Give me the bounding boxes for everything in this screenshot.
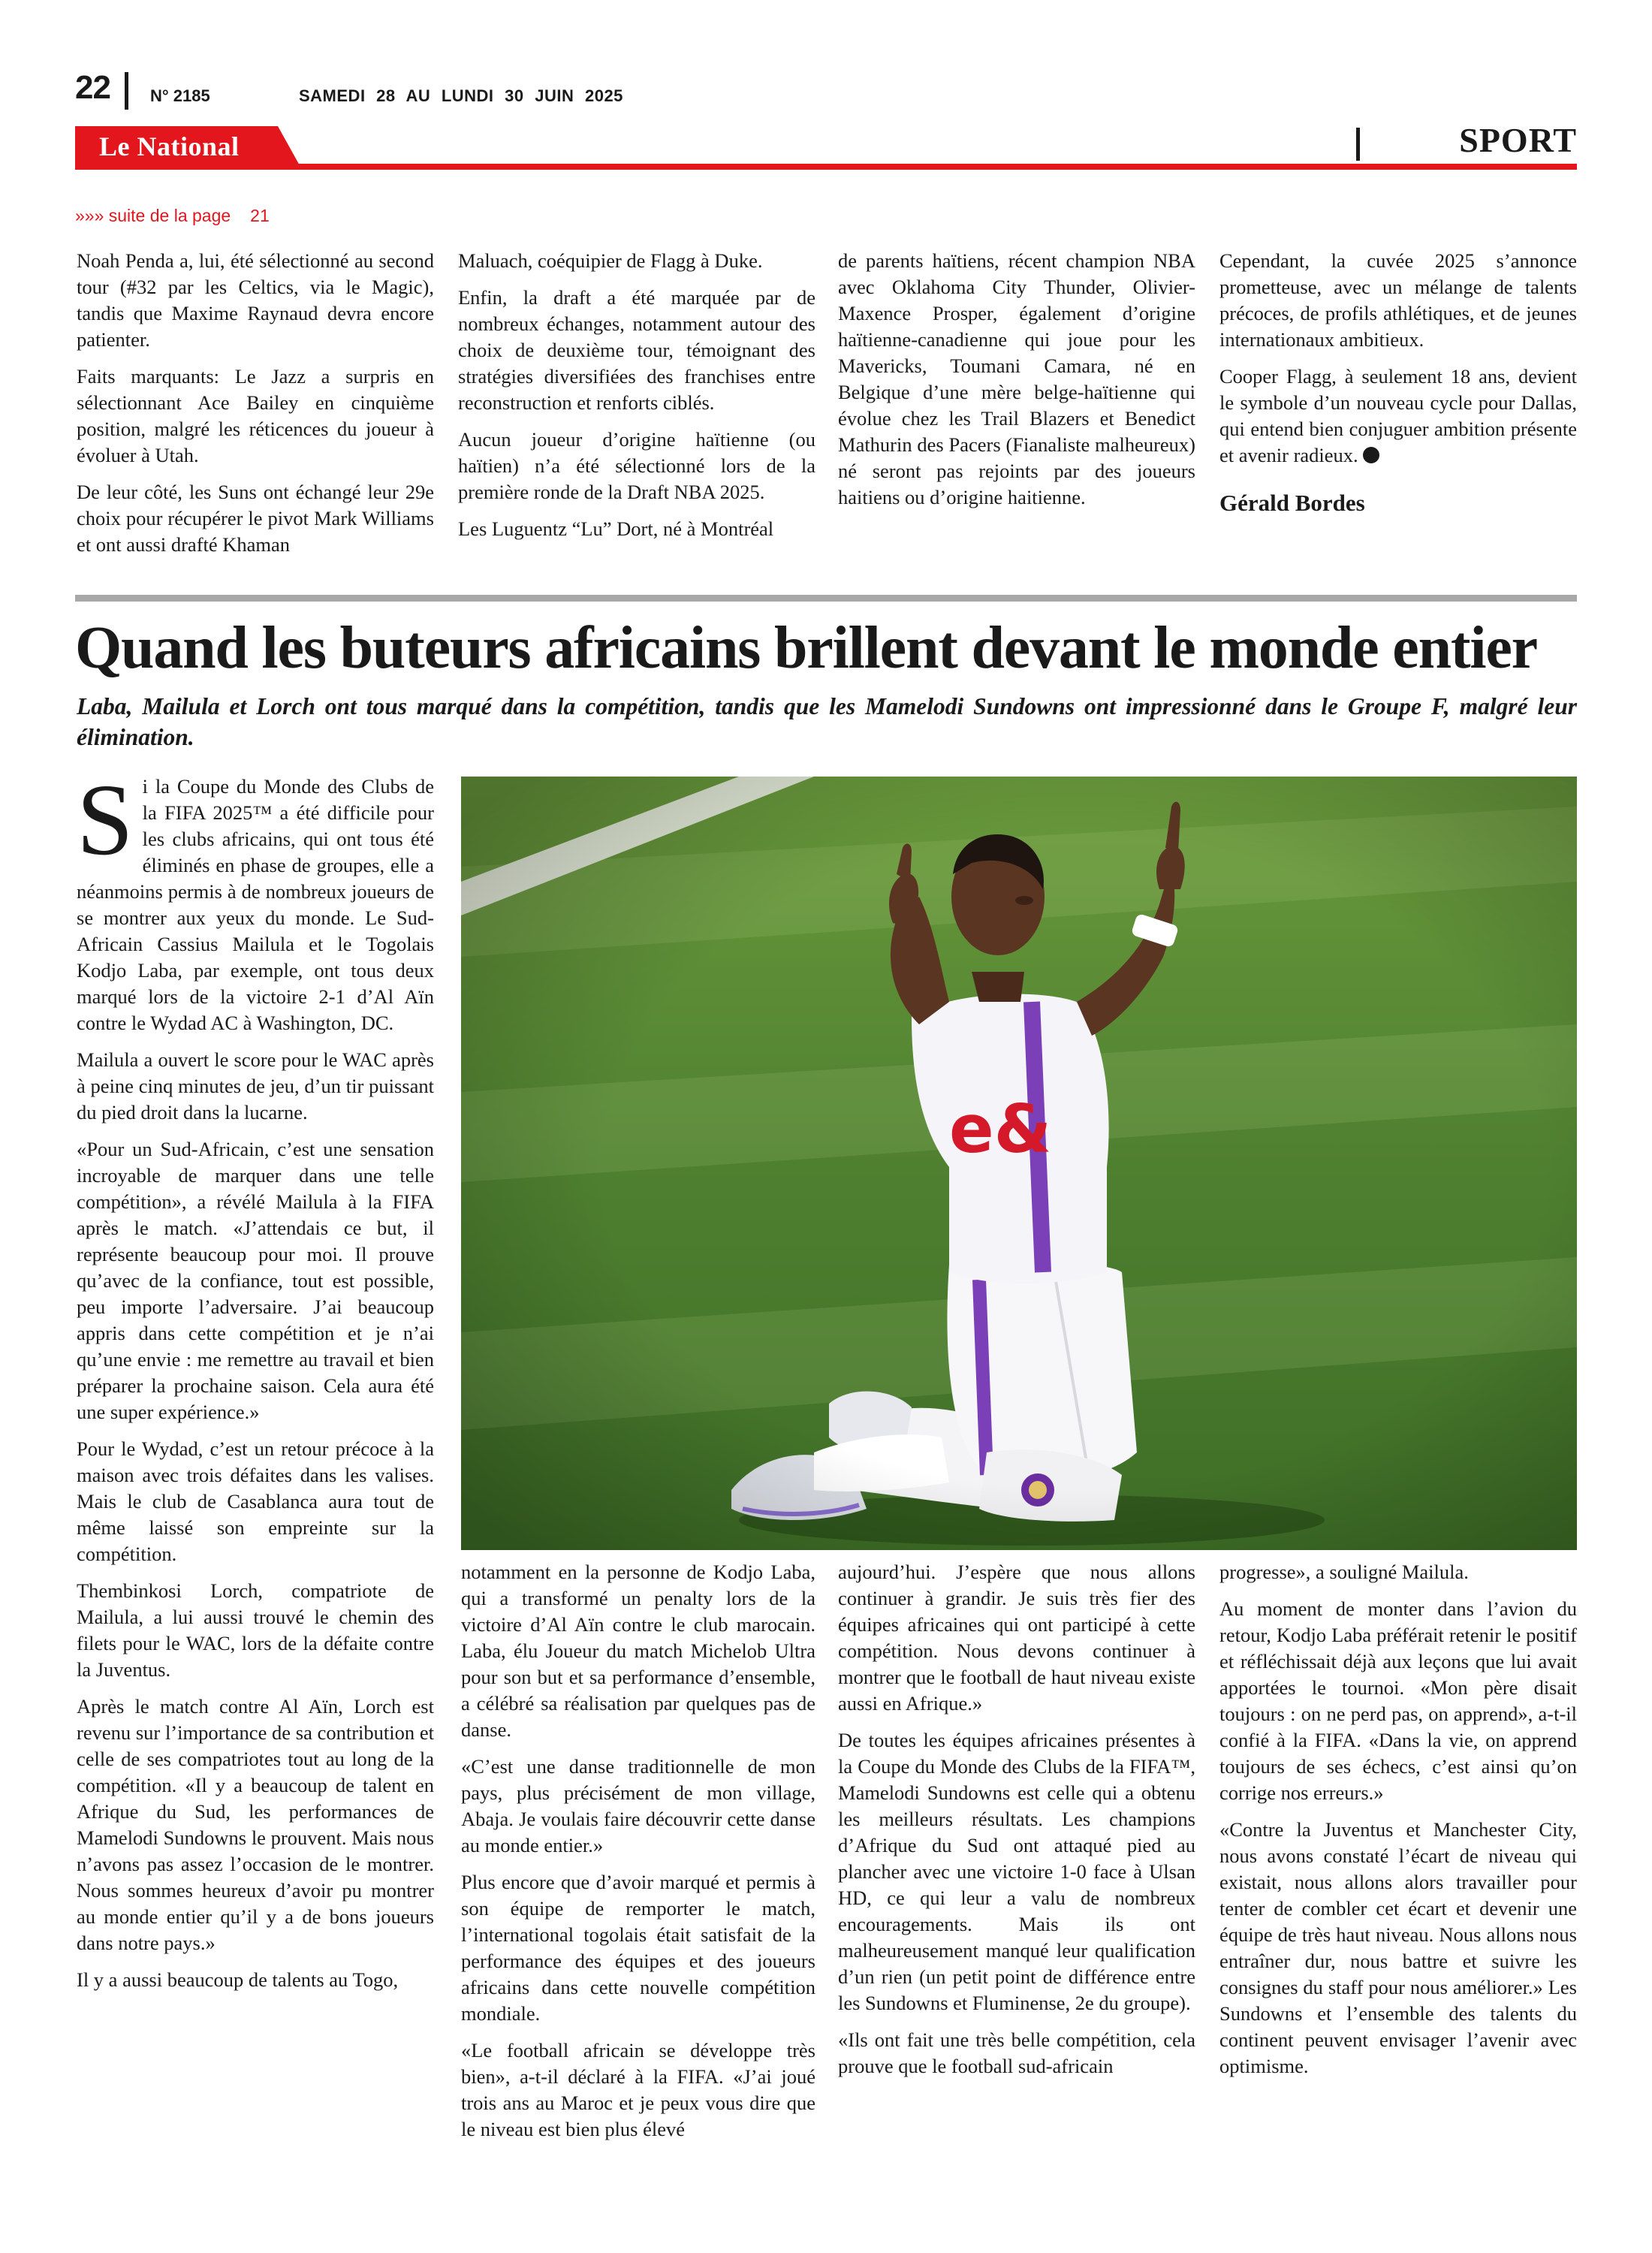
paragraph: progresse», a souligné Mailula. [1219,1561,1469,1583]
paragraph: De leur côté, les Suns ont échangé leur 29e choix pour récupérer le pivot Mark Williams et ont aussi drafté Khaman [77,481,434,556]
article-headline: Quand les buteurs africains brillent devant le monde entier [75,615,1537,681]
paragraph: Cependant, la cuvée 2025 s’annonce prometteuse, avec un mélange de talents précoces, de profils athlétiques, et de jeunes internationaux ambitieux. [1219,249,1577,351]
paragraph-text: Cooper Flagg, à seulement 18 ans, devient le symbole d’un nouveau cycle pour Dallas, qui entend bien conjuguer ambition présente et avenir radieux. [1219,365,1577,466]
brand-logo: Le National [99,131,240,161]
paragraph [77,764,434,1036]
paragraph: Noah Penda a, lui, été sélectionné au second tour (#32 par les Celtics, via le Magic), tandis que Maxime Raynaud devra encore patienter. [77,249,434,351]
continuation-page: 21 [250,206,270,225]
header-red-rule [75,164,1577,170]
article-separator [75,595,1577,602]
paragraph: notamment en la personne de Kodjo Laba, qui a transformé un penalty lors de la victoire d’Al Aïn contre le club marocain. Laba, élu Joueur du match Michelob Ultra pour son but et sa performance d’ensemble, a célébré sa réalisation par quelques pas de danse. [461,1561,815,1741]
header-divider [125,72,128,110]
paragraph: de parents haïtiens, récent champion NBA avec Oklahoma City Thunder, Olivier-Maxence Prosper, également d’origine haïtienne-canadienne qui joue pour les Mavericks, Toumani Camara, né en Belgique d’une mère belge-haïtienne qui évolue chez les Trail Blazers et Benedict Mathurin des Pacers (Fianaliste malheureux) né seront pas rejoints par des joueurs haitiens ou d’origine haitienne. [838,249,1195,508]
paragraph [1219,363,1577,469]
issue-number: N° 2185 [150,86,210,105]
paragraph: Les Luguentz “Lu” Dort, né à Montréal [458,517,774,540]
paragraph: Maluach, coéquipier de Flagg à Duke. [458,249,763,272]
paragraph: «Contre la Juventus et Manchester City, nous avons constaté l’écart de niveau qui existait, nous allons alors travailler pour tenter de combler cet écart et devenir une équipe de très haut niveau. Nous allons nous entraîner dur, nous battre et suivre les consignes du staff pour nous améliorer.» Les Sundowns et l’ensemble des talents du continent peuvent envisager l’avenir avec optimisme. [1219,1818,1577,2077]
issue-date: SAMEDI 28 AU LUNDI 30 JUIN 2025 [299,86,623,105]
paragraph: Faits marquants: Le Jazz a surpris en sélectionnant Ace Bailey en cinquième position, malgré les réticences du joueur à évoluer à Utah. [77,365,434,466]
paragraph: «Ils ont fait une très belle compétition, cela prouve que le football sud-africain [838,2028,1195,2077]
article-column-4 [1219,1559,1577,2090]
section-title: SPORT [1459,121,1577,159]
paragraph: Il y a aussi beaucoup de talents au Togo, [77,1968,399,1991]
paragraph: «Pour un Sud-Africain, c’est une sensation incroyable de marquer dans une telle compétition», a révélé Mailula à la FIFA après le match. «J’attendais ce but, il représente beaucoup pour moi. Il prouve qu’avec de la confiance, tout est possible, peu importe l’adversaire. J’ai beaucoup appris dans cette compétition et je n’ai qu’une envie : me remettre au travail et bien préparer la prochaine saison. Cela aura été une super expérience.» [77,1138,434,1423]
prev-article-column-1 [77,248,434,569]
paragraph: «C’est une danse traditionnelle de mon pays, plus précisément de mon village, Abaja. Je voulais faire découvrir cette danse au monde entier.» [461,1755,815,1856]
prev-article-column-2 [458,248,815,553]
prev-article-column-3 [838,248,1195,521]
drop-cap: S [77,764,134,876]
article-column-3 [838,1559,1195,2090]
paragraph: aujourd’hui. J’espère que nous allons continuer à grandir. Je suis très fier des équipes africaines qui ont participé à cette compétition. Nous devons continuer à montrer que le football de haut niveau existe aussi en Afrique.» [838,1561,1195,1715]
paragraph: Mailula a ouvert le score pour le WAC après à peine cinq minutes de jeu, d’un tir puissant du pied droit dans la lucarne. [77,1048,434,1123]
page-number: 22 [75,69,110,106]
paragraph: Thembinkosi Lorch, compatriote de Mailula, a lui aussi trouvé le chemin des filets pour le WAC, lors de la défaite contre la Juventus. [77,1579,434,1681]
paragraph: Enfin, la draft a été marquée par de nombreux échanges, notamment autour des choix de deuxième tour, témoignant des stratégies diversifiées des franchises entre reconstruction et renforts ciblés. [458,286,815,414]
article-column-2 [461,1559,815,2153]
football-player-kneeling-photo [461,777,1577,1550]
paragraph: Après le match contre Al Aïn, Lorch est revenu sur l’importance de sa contribution et celle de ses compatriotes tout au long de la compétition. «Il y a beaucoup de talent en Afrique du Sud, les performances de Mamelodi Sundowns le prouvent. Mais nous n’avons pas assez l’occasion de le montrer. Nous sommes heureux d’avoir pu montrer au monde entier qu’il y a de bons joueurs dans notre pays.» [77,1695,434,1954]
paragraph-text: i la Coupe du Monde des Clubs de la FIFA 2025™ a été difficile pour les clubs africains, qui ont tous été éliminés en phase de groupes, elle a néanmoins permis à de nombreux joueurs de se montrer aux yeux du monde. Le Sud-Africain Cassius Mailula et le Togolais Kodjo Laba, par exemple, ont tous deux marqué lors de la victoire 2-1 d’Al Aïn contre le Wydad AC à Washington, DC. [77,775,434,1034]
paragraph: «Le football africain se développe très bien», a-t-il déclaré à la FIFA. «J’ai joué trois ans au Maroc et je peux vous dire que le niveau est bien plus élevé [461,2039,815,2140]
end-of-article-icon [1363,447,1379,463]
section-divider [1356,128,1360,161]
continuation-note [75,206,270,226]
prev-article-column-4 [1219,248,1577,526]
article-column-1 [77,764,434,2004]
paragraph: Pour le Wydad, c’est un retour précoce à la maison avec trois défaites dans les valises. Mais le club de Casablanca aura tout de même laissé son empreinte sur la compétition. [77,1437,434,1565]
paragraph: Au moment de monter dans l’avion du retour, Kodjo Laba préférait retenir le positif et réfléchissait déjà aux leçons que lui avait apportées le tournoi. «Mon père disait toujours : on ne perd pas, on apprend», a-t-il confié à la FIFA. «Dans la vie, on apprend toujours de ses échecs, c’est ainsi qu’on corrige nos erreurs.» [1219,1597,1577,1804]
paragraph: De toutes les équipes africaines présentes à la Coupe du Monde des Clubs de la FIFA™, Mamelodi Sundowns est celle qui a obtenu les meilleurs résultats. Les champions d’Afrique du Sud ont attaqué pied au plancher avec une victoire 1-0 face à Ulsan HD, ce qui leur a valu de nombreux encouragements. Mais ils ont malheureusement manqué leur qualification d’un rien (un petit point de différence entre les Sundowns et Fluminense, 2e du groupe). [838,1729,1195,2014]
article-deck: Laba, Mailula et Lorch ont tous marqué dans la compétition, tandis que les Mamelodi Sundowns ont impressionné dans le Groupe F, malgré leur élimination. [77,693,1577,750]
article-photo [461,777,1577,1550]
paragraph: Aucun joueur d’origine haïtienne (ou haïtien) n’a été sélectionné lors de la première ronde de la Draft NBA 2025. [458,428,815,503]
continuation-label: »»» suite de la page [75,206,231,225]
author-signature: Gérald Bordes [1219,490,1365,516]
paragraph: Plus encore que d’avoir marqué et permis à son équipe de remporter le match, l’international togolais était satisfait de la performance des équipes et des joueurs africains dans cette nouvelle compétition mondiale. [461,1871,815,2025]
